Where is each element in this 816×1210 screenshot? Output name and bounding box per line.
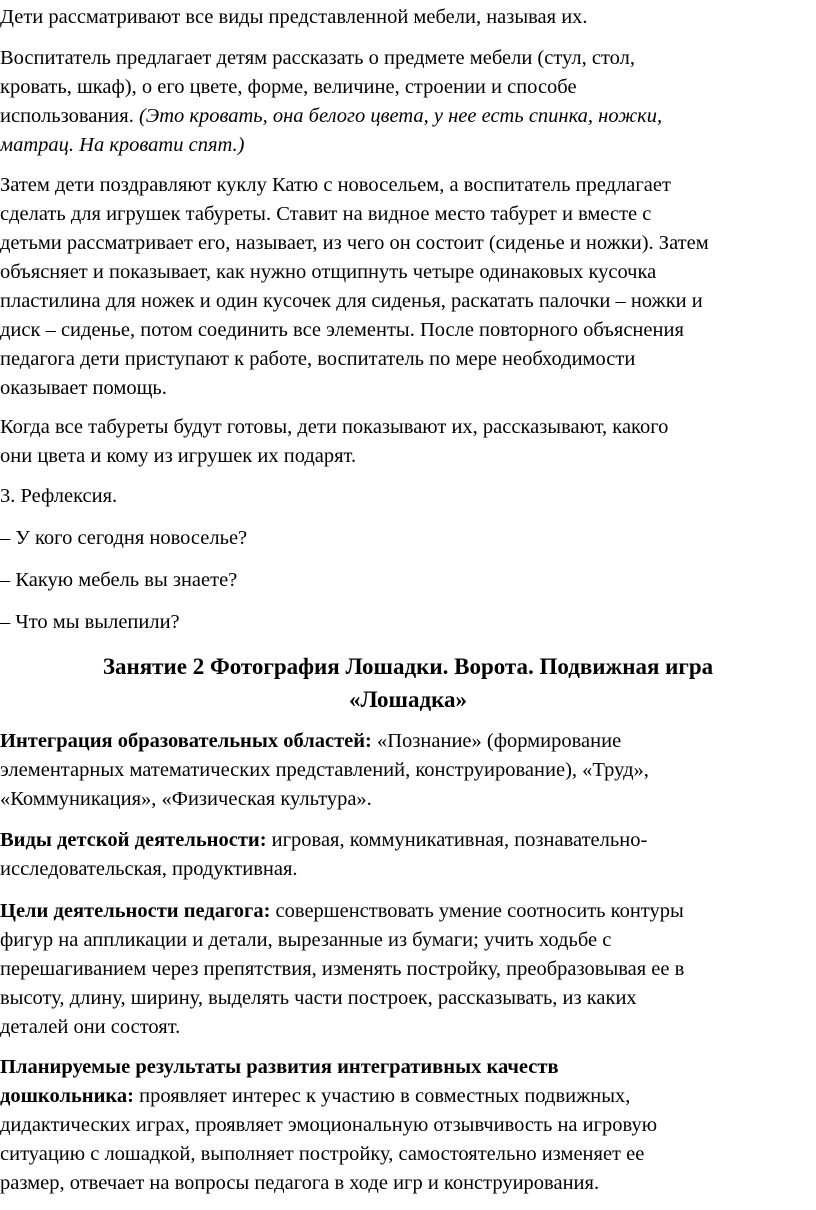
question-item — [0, 566, 816, 595]
field-label: Планируемые результаты развития интегративных качеств — [0, 1056, 559, 1078]
text-line: Дети рассматривают все виды представленной мебели, называя их. — [0, 6, 588, 28]
question-text: – Какую мебель вы знаете? — [0, 569, 238, 591]
text-line — [0, 1082, 816, 1111]
text-line: фигур на аппликации и детали, вырезанные из бумаги; учить ходьбе с — [0, 929, 612, 951]
lesson-heading — [0, 650, 816, 716]
paragraph-reflection — [0, 482, 816, 511]
paragraph-goals — [0, 897, 816, 1042]
field-label: дошкольника: — [0, 1085, 134, 1107]
field-value: игровая, коммуникативная, познавательно- — [266, 829, 648, 851]
section-label: 3. Рефлексия. — [0, 485, 118, 507]
paragraph-teacher-proposal — [0, 44, 816, 160]
text-line — [0, 897, 816, 926]
text-line: деталей они состоят. — [0, 1016, 181, 1038]
field-label: Интеграция образовательных областей: — [0, 730, 372, 752]
question-text: – У кого сегодня новоселье? — [0, 527, 248, 549]
text-line: сделать для игрушек табуреты. Ставит на видное место табурет и вместе с — [0, 203, 652, 225]
text-line: кровать, шкаф), о его цвете, форме, величине, строении и способе — [0, 76, 577, 98]
text-line: педагога дети приступают к работе, воспитатель по мере необходимости — [0, 348, 636, 370]
text-line: пластилина для ножек и один кусочек для сиденья, раскатать палочки – ножки и — [0, 290, 703, 312]
text-line: Когда все табуреты будут готовы, дети показывают их, рассказывают, какого — [0, 416, 669, 438]
text-line: высоту, длину, ширину, выделять части построек, рассказывать, из каких — [0, 987, 637, 1009]
field-label: Виды детской деятельности: — [0, 829, 267, 851]
paragraph-stool-activity — [0, 171, 816, 403]
text-line: они цвета и кому из игрушек их подарят. — [0, 445, 357, 467]
paragraph-activities — [0, 826, 816, 884]
text-line: объясняет и показывает, как нужно отщипнуть четыре одинаковых кусочка — [0, 261, 657, 283]
text-line: детьми рассматривает его, называет, из чего он состоит (сиденье и ножки). Затем — [0, 232, 709, 254]
field-value: «Познание» (формирование — [371, 730, 622, 752]
paragraph-stools-ready — [0, 413, 816, 471]
text-line — [0, 727, 816, 756]
text-line: размер, отвечает на вопросы педагога в ходе игр и конструирования. — [0, 1172, 600, 1194]
text-run: использования. — [0, 105, 139, 127]
field-value: совершенствовать умение соотносить контуры — [270, 900, 684, 922]
text-line: Воспитатель предлагает детям рассказать о предмете мебели (стул, стол, — [0, 47, 635, 69]
field-label: Цели деятельности педагога: — [0, 900, 271, 922]
italic-example-text: (Это кровать, она белого цвета, у нее есть спинка, ножки, — [138, 105, 663, 127]
text-line: элементарных математических представлений, конструирование), «Труд», — [0, 759, 649, 781]
text-line — [0, 826, 816, 855]
text-line: Затем дети поздравляют куклу Катю с новосельем, а воспитатель предлагает — [0, 174, 671, 196]
text-line: перешагиванием через препятствия, изменять постройку, преобразовывая ее в — [0, 958, 685, 980]
field-value: проявляет интерес к участию в совместных подвижных, — [134, 1085, 631, 1107]
text-line: оказывает помощь. — [0, 377, 167, 399]
text-line: диск – сиденье, потом соединить все элементы. После повторного объяснения — [0, 319, 684, 341]
question-item — [0, 524, 816, 553]
heading-line: Занятие 2 Фотография Лошадки. Ворота. Подвижная игра — [102, 654, 714, 679]
text-line: ситуацию с лошадкой, выполняет постройку, самостоятельно изменяет ее — [0, 1143, 645, 1165]
text-line — [0, 102, 816, 131]
heading-line: «Лошадка» — [348, 687, 468, 712]
italic-example-text: матрац. На кровати спят.) — [0, 134, 245, 156]
paragraph-planned-results — [0, 1053, 816, 1198]
paragraph-integration — [0, 727, 816, 814]
question-item — [0, 608, 816, 637]
question-text: – Что мы вылепили? — [0, 611, 180, 633]
text-line: дидактических играх, проявляет эмоциональную отзывчивость на игровую — [0, 1114, 658, 1136]
text-line: «Коммуникация», «Физическая культура». — [0, 788, 372, 810]
text-line: исследовательская, продуктивная. — [0, 858, 298, 880]
paragraph-intro — [0, 3, 816, 32]
